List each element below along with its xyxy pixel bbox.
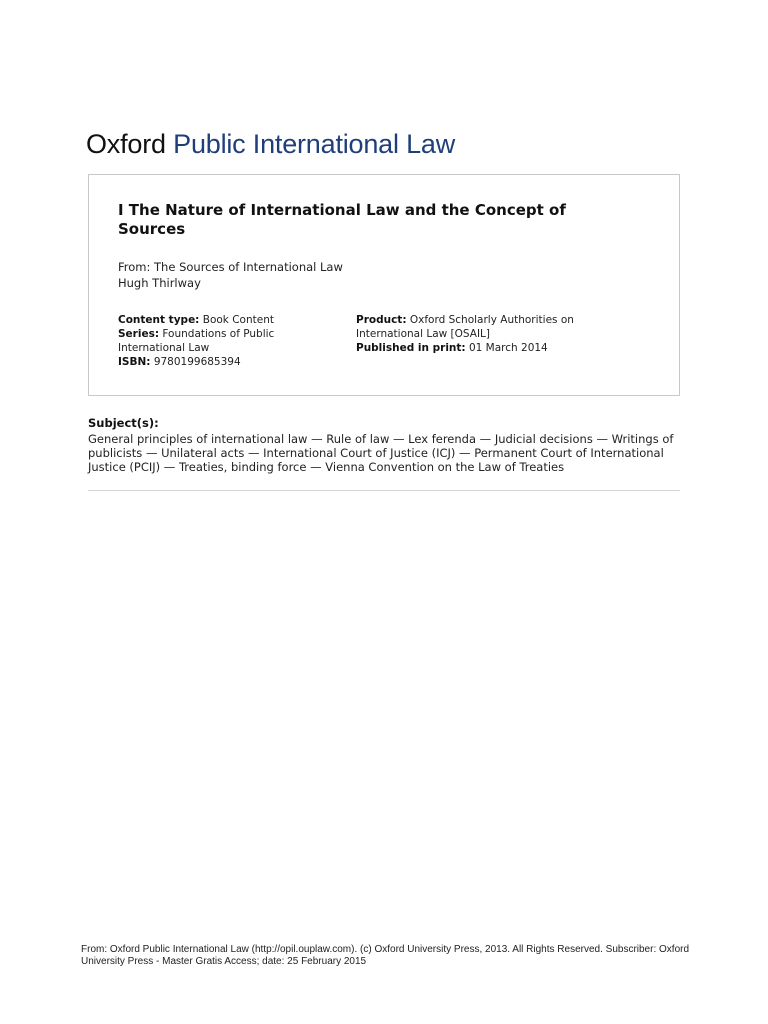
page-footer: From: Oxford Public International Law (http://opil.ouplaw.com). (c) Oxford University Press, 2013. All Rights Reserved. Subscriber: Oxford University Press - Master Gratis Access; date: 25 February 2015 xyxy=(81,944,690,967)
subjects-list: General principles of international law — Rule of law — Lex ferenda — Judicial decisions — Writings of publicists — Unilateral acts — International Court of Justice (ICJ) — Permanent Court of International Justice (PCIJ) — Treaties, binding force — Vienna Convention on the Law of Treaties xyxy=(88,432,674,474)
from-value: The Sources of International Law xyxy=(154,260,343,274)
content-type-value: Book Content xyxy=(202,314,274,326)
chapter-title: I The Nature of International Law and the Concept of Sources xyxy=(118,201,566,238)
product-row xyxy=(356,313,586,341)
section-divider xyxy=(88,490,680,491)
metadata-left-column xyxy=(118,313,308,369)
record-card xyxy=(88,174,680,396)
series-value: Foundations of Public International Law xyxy=(118,328,275,354)
series-row xyxy=(118,327,308,355)
isbn-value: 9780199685394 xyxy=(153,356,241,368)
oxford-public-international-law-logo xyxy=(86,126,455,162)
published-label: Published in print: xyxy=(356,342,466,354)
logo-product: Public International Law xyxy=(173,129,456,159)
source-line xyxy=(118,259,343,275)
content-type-row xyxy=(118,313,308,327)
from-label: From: xyxy=(118,260,151,274)
product-value: Oxford Scholarly Authorities on International Law [OSAIL] xyxy=(356,314,574,340)
published-row xyxy=(356,341,586,355)
metadata-right-column xyxy=(356,313,586,355)
subjects-heading: Subject(s): xyxy=(88,416,159,430)
series-label: Series: xyxy=(118,328,160,340)
author-name: Hugh Thirlway xyxy=(118,276,201,290)
isbn-label: ISBN: xyxy=(118,356,151,368)
logo-brand: Oxford xyxy=(86,129,166,159)
isbn-row xyxy=(118,355,308,369)
product-label: Product: xyxy=(356,314,407,326)
content-type-label: Content type: xyxy=(118,314,200,326)
published-value: 01 March 2014 xyxy=(468,342,548,354)
